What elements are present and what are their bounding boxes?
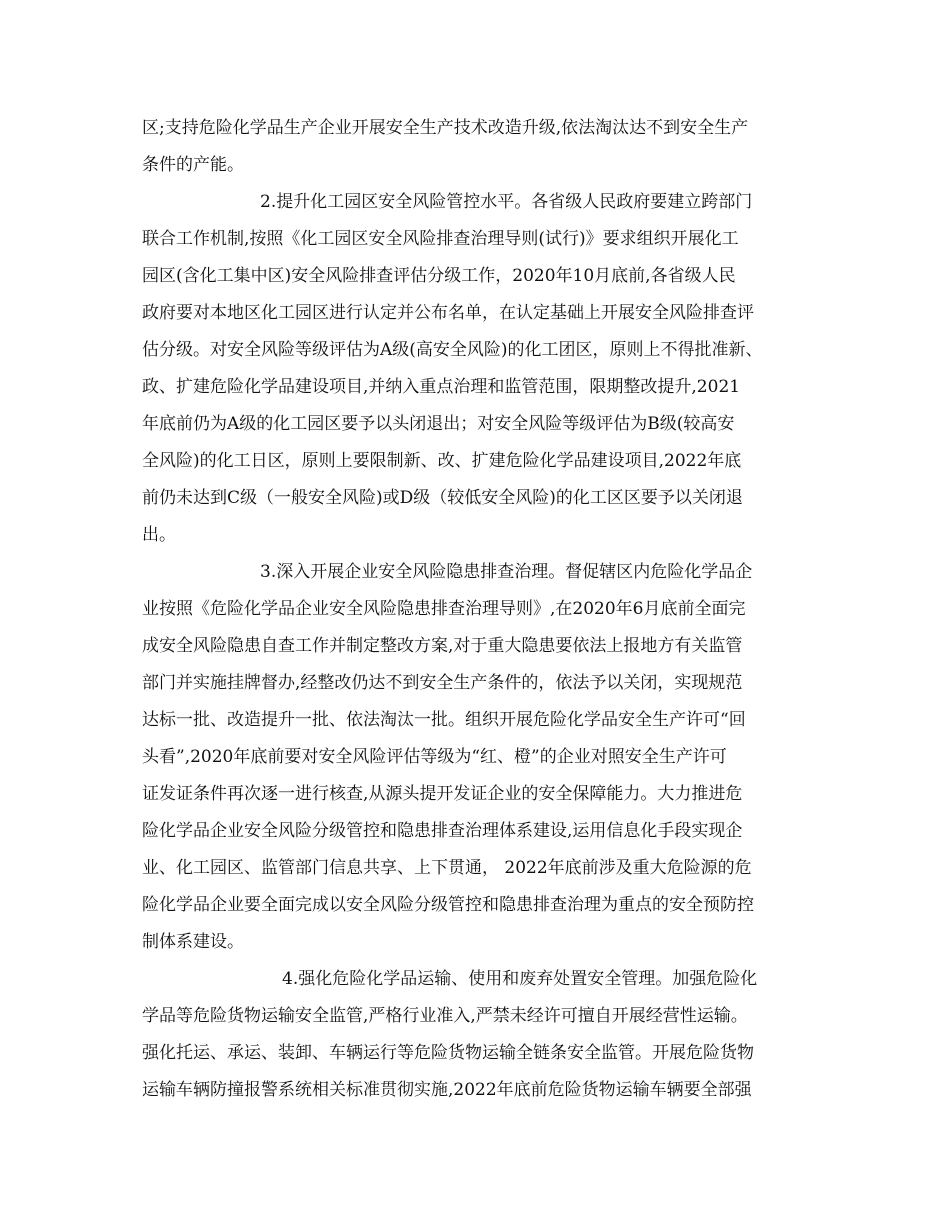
section-heading-line: 2.提升化工园区安全风险管控水平。各省级人民政府要建立跨部门 bbox=[260, 192, 753, 212]
text-line: 年底前仍为A级的化工园区要予以头闭退出；对安全风险等级评估为B级(较高安 bbox=[142, 414, 735, 434]
text-line: 运输车辆防撞报警系统相关标准贯彻实施,2022年底前危险货物运输车辆要全部强 bbox=[142, 1080, 752, 1100]
text-line: 出。 bbox=[142, 525, 176, 545]
section-heading-line: 3.深入开展企业安全风险隐患排查治理。督促辖区内危险化学品企 bbox=[260, 562, 753, 582]
text-line: 强化托运、承运、装卸、车辆运行等危险货物运输全链条安全监管。开展危险货物 bbox=[142, 1043, 754, 1063]
text-line: 头看”,2020年底前要对安全风险评估等级为“红、橙”的企业对照安全生产许可 bbox=[142, 747, 727, 767]
text-line: 业、化工园区、监管部门信息共享、上下贯通， 2022年底前涉及重大危险源的危 bbox=[142, 858, 752, 878]
text-line: 园区(含化工集中区)安全风险排查评估分级工作，2020年10月底前,各省级人民 bbox=[142, 266, 736, 286]
text-line: 政、扩建危险化学品建设项目,并纳入重点治理和监管范围，限期整改提升,2021 bbox=[142, 377, 741, 397]
text-line: 估分级。对安全风险等级评估为A级(高安全风险)的化工团区，原则上不得批准新、 bbox=[142, 340, 763, 360]
text-line: 业按照《危险化学品企业安全风险隐患排查治理导则》,在2020年6月底前全面完 bbox=[142, 599, 746, 619]
text-line: 险化学品企业安全风险分级管控和隐患排查治理体系建设,运用信息化手段实现企 bbox=[142, 821, 743, 841]
text-line: 区;支持危险化学品生产企业开展安全生产技术改造升级,依法淘汰达不到安全生产 bbox=[142, 118, 749, 138]
text-line: 联合工作机制,按照《化工园区安全风险排查治理导则(试行)》要求组织开展化工 bbox=[142, 229, 739, 249]
section-heading-line: 4.强化危险化学品运输、使用和废弃处置安全管理。加强危险化 bbox=[282, 969, 758, 989]
text-line: 证发证条件再次逐一进行核查,从源头提开发证企业的安全保障能力。大力推进危 bbox=[142, 784, 743, 804]
text-line: 全风险)的化工日区，原则上要限制新、改、扩建危险化学品建设项目,2022年底 bbox=[142, 451, 742, 471]
text-line: 成安全风险隐患自查工作并制定整改方案,对于重大隐患要依法上报地方有关监管 bbox=[142, 636, 743, 656]
text-line: 制体系建设。 bbox=[142, 932, 244, 952]
text-line: 学品等危险货物运输安全监管,严格行业准入,严禁未经许可擅自开展经营性运输。 bbox=[142, 1006, 748, 1026]
text-line: 险化学品企业要全面完成以安全风险分级管控和隐患排查治理为重点的安全预防控 bbox=[142, 895, 754, 915]
text-line: 达标一批、改造提升一批、依法淘汰一批。组织开展危险化学品安全生产许可“回 bbox=[142, 710, 746, 730]
text-line: 部门并实施挂牌督办,经整改仍达不到安全生产条件的，依法予以关闭，实现规范 bbox=[142, 673, 743, 693]
text-line: 政府要对本地区化工园区进行认定并公布名单，在认定基础上开展安全风险排查评 bbox=[142, 303, 754, 323]
text-line: 条件的产能。 bbox=[142, 155, 244, 175]
text-line: 前仍未达到C级（一般安全风险)或D级（较低安全风险)的化工区区要予以关闭退 bbox=[142, 488, 743, 508]
